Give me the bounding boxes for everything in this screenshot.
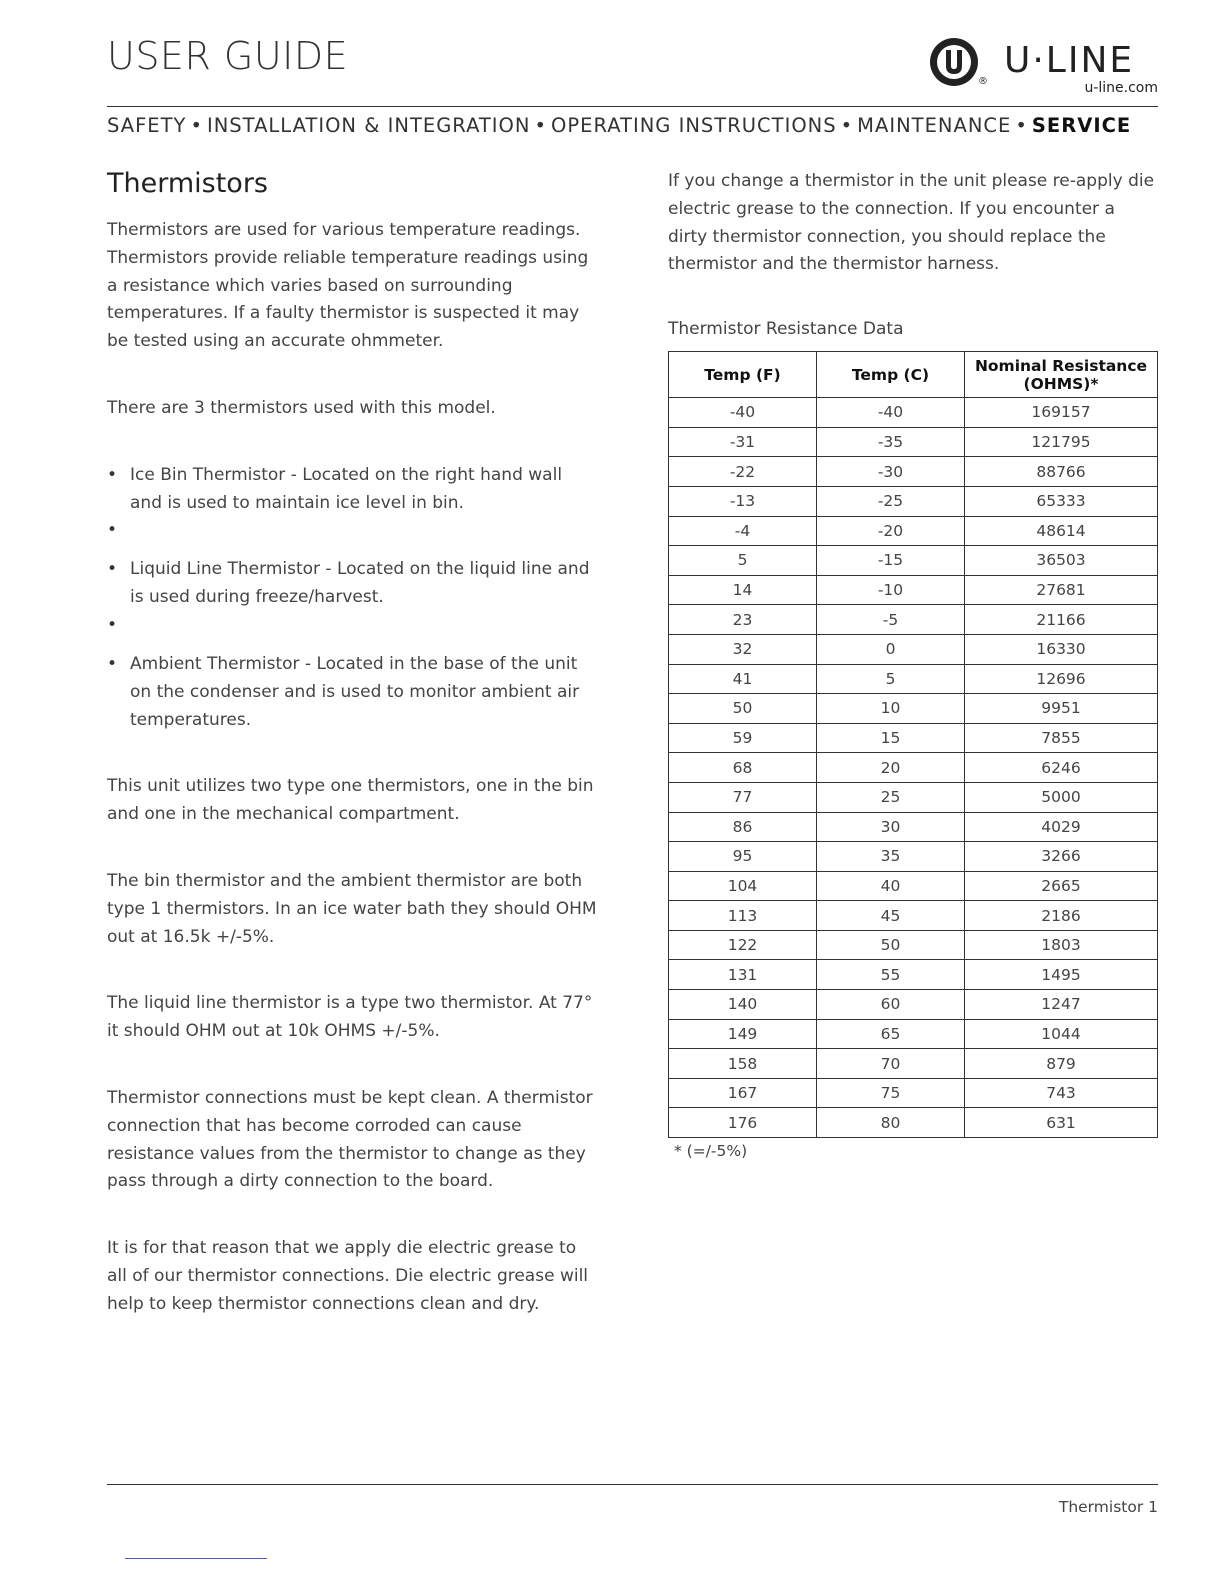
nav-item-maintenance[interactable]: MAINTENANCE — [857, 114, 1012, 137]
cell-temp-c: 5 — [817, 664, 965, 694]
grease-paragraph: It is for that reason that we apply die electric grease to all of our thermistor connections. Die electric grease will help to keep thermistor connections clean and dry. — [107, 1238, 589, 1314]
cell-temp-c: -20 — [817, 516, 965, 546]
cell-temp-c: 0 — [817, 634, 965, 664]
cell-temp-c: -40 — [817, 398, 965, 428]
cell-temp-f: 59 — [669, 723, 817, 753]
cell-temp-c: 70 — [817, 1049, 965, 1079]
cell-resistance: 121795 — [965, 427, 1158, 457]
cell-resistance: 16330 — [965, 634, 1158, 664]
cell-temp-c: 60 — [817, 990, 965, 1020]
cell-temp-f: 41 — [669, 664, 817, 694]
cell-resistance: 1495 — [965, 960, 1158, 990]
cell-resistance: 7855 — [965, 723, 1158, 753]
cell-resistance: 169157 — [965, 398, 1158, 428]
right-column — [668, 168, 1158, 1160]
nav-separator: • — [190, 114, 203, 137]
cell-temp-c: -35 — [817, 427, 965, 457]
brand-url[interactable]: u-line.com — [1084, 80, 1158, 96]
cell-resistance: 743 — [965, 1078, 1158, 1108]
list-item: • Liquid Line Thermistor - Located on the liquid line and is used during freeze/harvest. — [130, 556, 597, 612]
intro-paragraph: Thermistors are used for various temperature readings. Thermistors provide reliable temperature readings using a resistance which varies based on surrounding temperatures. If a faulty thermistor is suspected it may be tested using an accurate ohmmeter. — [107, 220, 589, 352]
column-header-resistance: Nominal Resistance (OHMS)* — [965, 352, 1158, 398]
table-row — [669, 842, 1158, 872]
table-header-row — [669, 352, 1158, 398]
cell-temp-f: 104 — [669, 871, 817, 901]
thermistor-count-paragraph: There are 3 thermistors used with this model. — [107, 397, 496, 418]
cell-temp-f: -40 — [669, 398, 817, 428]
cell-temp-c: 25 — [817, 782, 965, 812]
cell-temp-f: 140 — [669, 990, 817, 1020]
cell-temp-f: 131 — [669, 960, 817, 990]
nav-item-installation[interactable]: INSTALLATION & INTEGRATION — [206, 114, 531, 137]
cell-resistance: 2186 — [965, 901, 1158, 931]
nav-item-operating[interactable]: OPERATING INSTRUCTIONS — [551, 114, 837, 137]
brand-logo[interactable] — [928, 34, 1160, 98]
cell-resistance: 36503 — [965, 546, 1158, 576]
table-row — [669, 546, 1158, 576]
cell-resistance: 631 — [965, 1108, 1158, 1138]
table-row — [669, 1108, 1158, 1138]
table-row — [669, 960, 1158, 990]
column-header-temp-c: Temp (C) — [817, 352, 965, 398]
nav-item-safety[interactable]: SAFETY — [107, 114, 187, 137]
uline-logo-mark-icon — [928, 36, 980, 88]
cell-temp-c: -30 — [817, 457, 965, 487]
table-row — [669, 427, 1158, 457]
replace-paragraph: If you change a thermistor in the unit please re-apply die electric grease to the connection. If you encounter a dirty thermistor connection, you should replace the thermistor and the thermistor harness. — [668, 171, 1155, 275]
table-row — [669, 782, 1158, 812]
table-row — [669, 605, 1158, 635]
table-row — [669, 723, 1158, 753]
table-row — [669, 398, 1158, 428]
cell-temp-f: -31 — [669, 427, 817, 457]
cell-resistance: 6246 — [965, 753, 1158, 783]
section-nav — [107, 114, 1158, 137]
cell-temp-f: 50 — [669, 694, 817, 724]
brand-wordmark: U·LINE — [1004, 40, 1135, 81]
table-row — [669, 901, 1158, 931]
cell-temp-c: 20 — [817, 753, 965, 783]
cell-temp-f: 158 — [669, 1049, 817, 1079]
table-row — [669, 516, 1158, 546]
column-header-temp-f: Temp (F) — [669, 352, 817, 398]
cell-resistance: 27681 — [965, 575, 1158, 605]
cell-temp-f: 5 — [669, 546, 817, 576]
registered-mark: ® — [978, 76, 988, 87]
cell-resistance: 3266 — [965, 842, 1158, 872]
cell-temp-f: -4 — [669, 516, 817, 546]
cell-resistance: 1247 — [965, 990, 1158, 1020]
table-row — [669, 990, 1158, 1020]
cell-resistance: 2665 — [965, 871, 1158, 901]
cell-temp-c: 10 — [817, 694, 965, 724]
cell-resistance: 5000 — [965, 782, 1158, 812]
cell-temp-f: -13 — [669, 486, 817, 516]
cell-temp-c: 40 — [817, 871, 965, 901]
cell-temp-f: 77 — [669, 782, 817, 812]
left-column — [107, 168, 597, 1319]
cell-resistance: 879 — [965, 1049, 1158, 1079]
cell-temp-f: 14 — [669, 575, 817, 605]
table-row — [669, 457, 1158, 487]
table-row — [669, 753, 1158, 783]
nav-item-service[interactable]: SERVICE — [1031, 114, 1132, 137]
table-row — [669, 930, 1158, 960]
link-underline — [125, 1558, 267, 1559]
table-row — [669, 575, 1158, 605]
table-row — [669, 1019, 1158, 1049]
cell-temp-f: 149 — [669, 1019, 817, 1049]
cell-temp-c: 55 — [817, 960, 965, 990]
header-divider — [107, 106, 1158, 107]
cell-resistance: 12696 — [965, 664, 1158, 694]
cell-resistance: 1803 — [965, 930, 1158, 960]
cell-temp-f: 167 — [669, 1078, 817, 1108]
cell-resistance: 88766 — [965, 457, 1158, 487]
table-row — [669, 694, 1158, 724]
page-label: Thermistor 1 — [1058, 1498, 1158, 1516]
cell-temp-c: -10 — [817, 575, 965, 605]
page-header-title: USER GUIDE — [107, 34, 349, 78]
cell-resistance: 48614 — [965, 516, 1158, 546]
cell-resistance: 4029 — [965, 812, 1158, 842]
table-body — [669, 398, 1158, 1138]
cell-temp-c: 80 — [817, 1108, 965, 1138]
table-row — [669, 486, 1158, 516]
cell-temp-f: 68 — [669, 753, 817, 783]
table-row — [669, 634, 1158, 664]
cell-temp-f: 122 — [669, 930, 817, 960]
list-item: • Ambient Thermistor - Located in the base of the unit on the condenser and is used to monitor ambient air temperatures. — [130, 651, 597, 734]
cell-temp-c: 65 — [817, 1019, 965, 1049]
cell-temp-f: -22 — [669, 457, 817, 487]
section-title: Thermistors — [107, 168, 268, 199]
resistance-table — [668, 351, 1158, 1138]
cell-temp-f: 176 — [669, 1108, 817, 1138]
table-row — [669, 812, 1158, 842]
liquid-line-paragraph: The liquid line thermistor is a type two thermistor. At 77° it should OHM out at 10k OHMS +/-5%. — [107, 993, 593, 1042]
table-caption: Thermistor Resistance Data — [668, 319, 904, 340]
table-row — [669, 664, 1158, 694]
cell-temp-c: -5 — [817, 605, 965, 635]
cell-temp-f: 95 — [669, 842, 817, 872]
footer-divider — [107, 1484, 1158, 1485]
nav-separator: • — [534, 114, 548, 137]
table-row — [669, 871, 1158, 901]
table-footnote: * (=/-5%) — [674, 1142, 748, 1161]
cell-temp-c: -25 — [817, 486, 965, 516]
cell-resistance: 1044 — [965, 1019, 1158, 1049]
list-item: • Ice Bin Thermistor - Located on the right hand wall and is used to maintain ice level in bin. — [130, 462, 597, 518]
cell-resistance: 21166 — [965, 605, 1158, 635]
table-row — [669, 1049, 1158, 1079]
table-row — [669, 1078, 1158, 1108]
cell-temp-c: -15 — [817, 546, 965, 576]
cell-temp-f: 86 — [669, 812, 817, 842]
cell-temp-f: 23 — [669, 605, 817, 635]
cell-temp-c: 15 — [817, 723, 965, 753]
cell-temp-c: 30 — [817, 812, 965, 842]
cell-resistance: 9951 — [965, 694, 1158, 724]
connections-paragraph: Thermistor connections must be kept clean. A thermistor connection that has become corroded can cause resistance values from the thermistor to change as they pass through a dirty connection to the board. — [107, 1087, 593, 1192]
cell-temp-c: 45 — [817, 901, 965, 931]
bin-ambient-paragraph: The bin thermistor and the ambient thermistor are both type 1 thermistors. In an ice water bath they should OHM out at 16.5k +/-5%. — [107, 870, 597, 947]
nav-separator: • — [840, 114, 854, 137]
type-one-paragraph: This unit utilizes two type one thermistors, one in the bin and one in the mechanical compartment. — [107, 776, 594, 825]
cell-resistance: 65333 — [965, 486, 1158, 516]
cell-temp-c: 35 — [817, 842, 965, 872]
cell-temp-c: 50 — [817, 930, 965, 960]
cell-temp-f: 113 — [669, 901, 817, 931]
thermistor-list — [107, 462, 597, 735]
nav-separator: • — [1015, 114, 1028, 137]
cell-temp-c: 75 — [817, 1078, 965, 1108]
cell-temp-f: 32 — [669, 634, 817, 664]
